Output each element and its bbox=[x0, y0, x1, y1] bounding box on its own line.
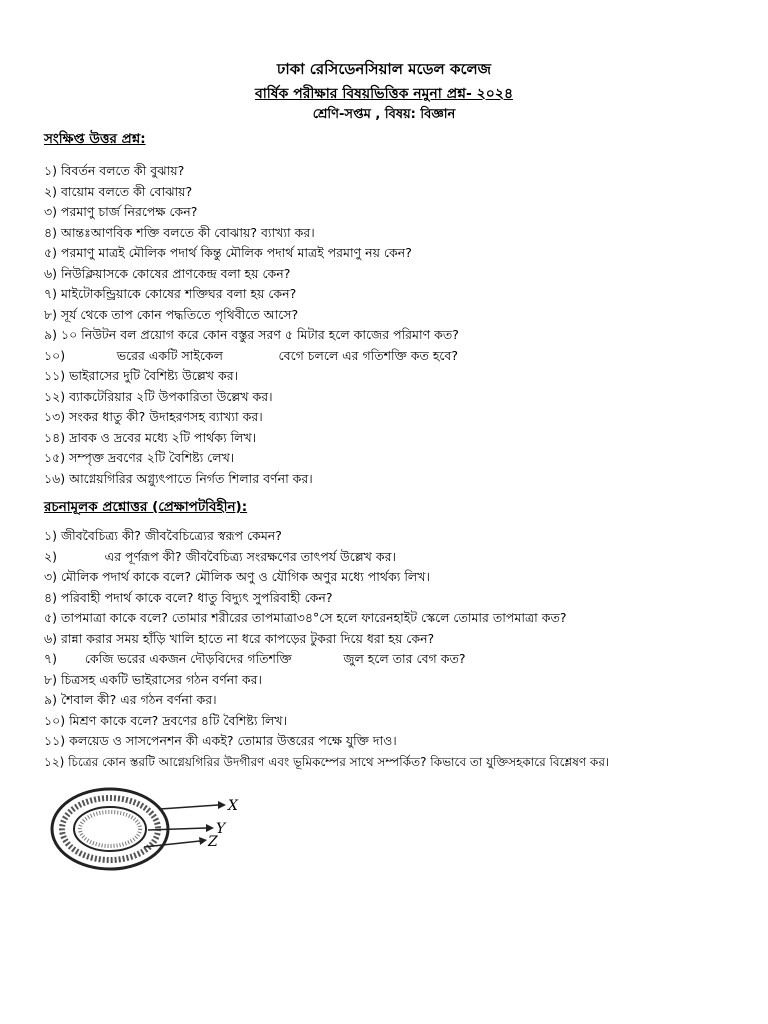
short-question-item: ২) বায়োম বলতে কী বোঝায়? bbox=[44, 183, 193, 199]
creative-question-item: ১২) চিত্রের কোন স্তরটি আগ্নেয়গিরির উদগীরণ এবং ভূমিকম্পের সাথে সম্পর্কিত? কিভাবে তা যুক্তিসহকারে বিশ্লেষণ কর। bbox=[44, 754, 610, 769]
short-question-item: ৩) পরমাণু চার্জ নিরপেক্ষ কেন? bbox=[44, 204, 198, 219]
creative-question-item: ৪) পরিবাহী পদার্থ কাকে বলে? ধাতু বিদ্যুৎ সুপরিবাহী কেন? bbox=[44, 589, 333, 605]
short-question-heading: সংক্ষিপ্ত উত্তর প্রশ্ন: bbox=[44, 131, 146, 147]
short-question-item: ১১) ভাইরাসের দুটি বৈশিষ্ট্য উল্লেখ কর। bbox=[44, 368, 239, 383]
short-question-item: ৯) ১০ নিউটন বল প্রয়োগ করে কোন বস্তুর সরণ ৫ মিটার হলে কাজের পরিমাণ কত? bbox=[44, 327, 459, 342]
short-question-item: ১০) ভরের একটি সাইকেল বেগে চললে এর গতিশক্তি কত হবে? bbox=[44, 347, 458, 363]
creative-question-item: ৯) শৈবাল কী? এর গঠন বর্ণনা কর। bbox=[44, 692, 217, 707]
short-question-item: ৫) পরমাণু মাত্রই মৌলিক পদার্থ কিন্তু মৌলিক পদার্থ মাত্রই পরমাণু নয় কেন? bbox=[44, 245, 412, 260]
inner-layer-ring bbox=[74, 807, 146, 851]
short-question-item: ১২) ব্যাকটেরিয়ার ২টি উপকারিতা উল্লেখ কর। bbox=[44, 388, 273, 404]
outer-layer-ring bbox=[52, 789, 168, 869]
arrow-y-head bbox=[206, 824, 214, 832]
short-question-item: ৭) মাইটোকন্ড্রিয়াকে কোষের শক্তিঘর বলা হয় কেন? bbox=[44, 286, 297, 301]
core-texture bbox=[80, 812, 140, 846]
label-x: X bbox=[228, 798, 238, 814]
arrow-x-head bbox=[218, 801, 226, 809]
arrow-x-line bbox=[160, 805, 218, 809]
creative-question-item: ৬) রান্না করার সময় হাঁড়ি খালি হাতে না ধরে কাপড়ের টুকরা দিয়ে ধরা হয় কেন? bbox=[44, 630, 435, 646]
creative-question-item: ২) এর পূর্ণরূপ কী? জীববৈচিত্র্য সংরক্ষণের তাৎপর্য উল্লেখ কর। bbox=[44, 548, 396, 564]
short-question-item: ৮) সূর্য থেকে তাপ কোন পদ্ধতিতে পৃথিবীতে আসে? bbox=[44, 306, 299, 322]
short-question-item: ১) বিবর্তন বলতে কী বুঝায়? bbox=[44, 163, 185, 178]
creative-question-item: ১০) মিশ্রণ কাকে বলে? দ্রবণের ৪টি বৈশিষ্ট্য লিখ। bbox=[44, 712, 288, 728]
label-z: Z bbox=[208, 834, 218, 850]
short-question-item: ১৩) সংকর ধাতু কী? উদাহরণসহ ব্যাখ্যা কর। bbox=[44, 409, 263, 424]
earth-layers-diagram bbox=[48, 783, 248, 878]
short-question-item: ১৬) আগ্নেয়গিরির অগ্ন্যুৎপাতে নির্গত শিলার বর্ণনা কর। bbox=[44, 470, 313, 486]
creative-question-item: ৫) তাপমাত্রা কাকে বলে? তোমার শরীরের তাপমাত্রা৩৪°সে হলে ফারেনহাইট স্কেলে তোমার তাপমাত্রা কত? bbox=[44, 610, 567, 625]
creative-question-item: ১১) কলয়েড ও সাসপেনশন কী একই? তোমার উত্তরের পক্ষে যুক্তি দাও। bbox=[44, 733, 397, 748]
short-question-item: ১৪) দ্রাবক ও দ্রবের মধ্যে ২টি পার্থক্য লিখ। bbox=[44, 429, 257, 445]
short-question-item: ১৫) সম্পৃক্ত দ্রবণের ২টি বৈশিষ্ট্য লেখ। bbox=[44, 450, 235, 465]
creative-question-list bbox=[44, 526, 744, 772]
arrow-z-head bbox=[199, 837, 207, 845]
class-subject: শ্রেণি-সপ্তম , বিষয়: বিজ্ঞান bbox=[312, 107, 456, 122]
short-question-list bbox=[44, 161, 744, 489]
creative-question-item: ৭) কেজি ভরের একজন দৌড়বিদের গতিশক্তি জুল হলে তার বেগ কত? bbox=[44, 651, 466, 666]
creative-question-item: ১) জীববৈচিত্র্য কী? জীববৈচিত্র্যের স্বরূপ কেমন? bbox=[44, 528, 282, 543]
short-question-item: ৪) আন্তঃআণবিক শক্তি বলতে কী বোঝায়? ব্যাখ্যা কর। bbox=[44, 224, 315, 240]
creative-question-item: ৮) চিত্রসহ একটি ভাইরাসের গঠন বর্ণনা কর। bbox=[44, 671, 262, 687]
exam-title: বার্ষিক পরীক্ষার বিষয়ভিত্তিক নমুনা প্রশ্ন- ২০২৪ bbox=[254, 86, 514, 102]
short-question-item: ৬) নিউক্লিয়াসকে কোষের প্রাণকেন্দ্র বলা হয় কেন? bbox=[44, 265, 291, 281]
creative-question-item: ৩) মৌলিক পদার্থ কাকে বলে? মৌলিক অণু ও যৌগিক অণুর মধ্যে পার্থক্য লিখ। bbox=[44, 569, 430, 584]
label-y: Y bbox=[216, 821, 226, 837]
college-name: ঢাকা রেসিডেনসিয়াল মডেল কলেজ bbox=[276, 60, 492, 78]
creative-question-heading: রচনামূলক প্রশ্নোত্তর (প্রেক্ষাপটবিহীন): bbox=[44, 499, 248, 515]
